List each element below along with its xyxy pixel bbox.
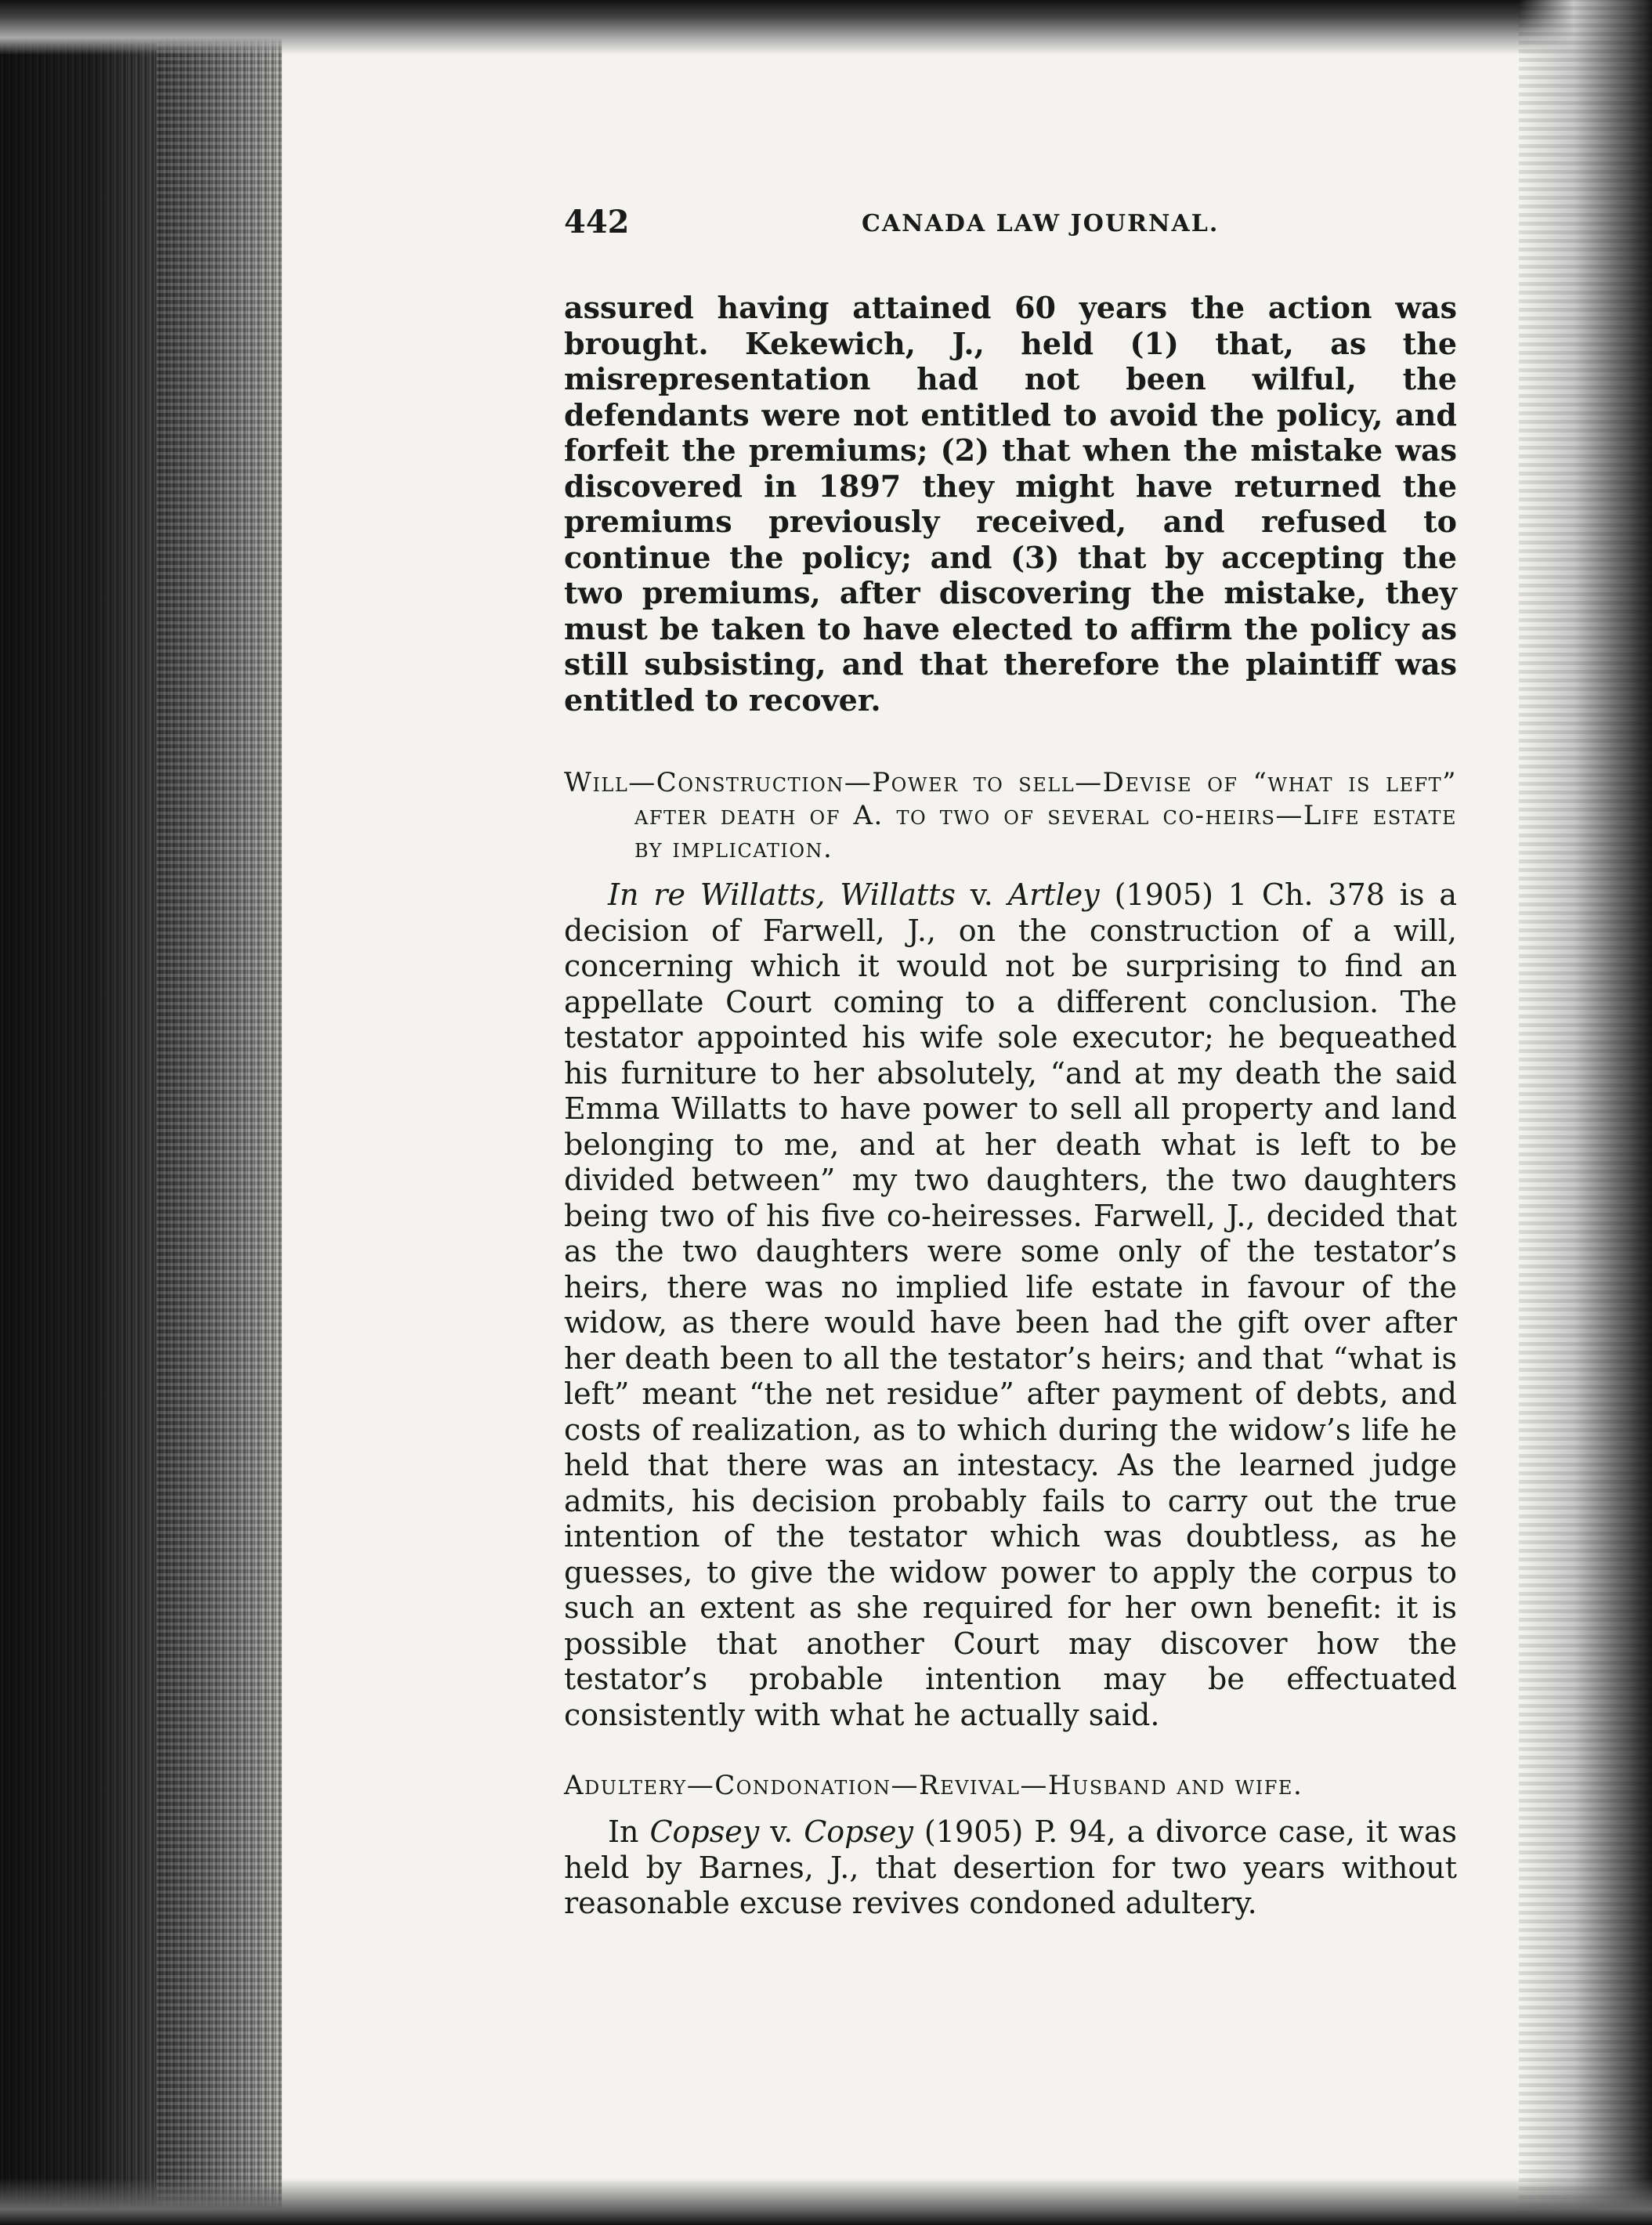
body-text: (1905) P. 94, a divorce case, it was held by Barnes, J., that desertion for two years without reasonable excuse revives condoned adultery. [564, 1814, 1457, 1920]
case-party: Copsey [804, 1814, 913, 1849]
scan-bottom-edge [0, 2178, 1652, 2225]
intro-paragraph: assured having attained 60 years the action was brought. Kekewich, J., held (1) that, as the misrepresentation had not been wilful, the defendants were not entitled to avoid the policy, and forfeit the premiums; (2) that when the mistake was discovered in 1897 they might have returned the premiums previously received, and refused to continue the policy; and (3) that by accepting the two premiums, after discovering the mistake, they must be taken to have elected to affirm the policy as still subsisting, and that therefore the plaintiff was entitled to recover. [564, 290, 1457, 718]
book-binding-shadow [0, 0, 282, 2225]
scan-right-edge [1519, 0, 1652, 2225]
running-head [564, 204, 1457, 251]
body-text: (1905) 1 Ch. 378 is a decision of Farwell, J., on the construction of a will, concerning which it would not be surprising to find an appellate Court coming to a different conclusion. The testator appointed his wife sole executor; he bequeathed his furniture to her absolutely, “and at my death the said Emma Willatts to have power to sell all property and land belonging to me, and at her death what is left to be divided between” my two daughters, the two daughters being two of his five co-heiresses. Farwell, J., decided that as the two daughters were some only of the testator’s heirs, there was no implied life estate in favour of the widow, as there would have been had the gift over after her death been to all the testator’s heirs; and that “what is left” meant “the net residue” after payment of debts, and costs of realization, as to which during the widow’s life he held that there was an intestacy. As the learned judge admits, his decision probably fails to carry out the true intention of the testator which was doubtless, as he guesses, to give the widow power to apply the corpus to such an extent as she required for her own benefit: it is possible that another Court may discover how the testator’s probable intention may be effectuated consistently with what he actually said. [564, 877, 1457, 1732]
journal-title: CANADA LAW JOURNAL. [862, 210, 1220, 237]
scan-top-edge [0, 0, 1652, 55]
case-versus: v. [759, 1814, 804, 1849]
lead-text: In [608, 1814, 650, 1849]
case-name: In re Willatts, Willatts [608, 877, 956, 912]
section-heading-will: Will—Construction—Power to sell—Devise of “what is left” after death of A. to two of several co-heirs—Life estate by implication. [564, 767, 1457, 864]
case-versus: v. [955, 877, 1008, 912]
section-body-will [564, 877, 1457, 1733]
case-name: Copsey [649, 1814, 760, 1849]
page-content [564, 204, 1457, 1922]
section-body-adultery [564, 1814, 1457, 1922]
section-heading-adultery: Adultery—Condonation—Revival—Husband and wife. [564, 1770, 1303, 1801]
page-number: 442 [564, 204, 630, 241]
case-party: Artley [1007, 877, 1100, 912]
